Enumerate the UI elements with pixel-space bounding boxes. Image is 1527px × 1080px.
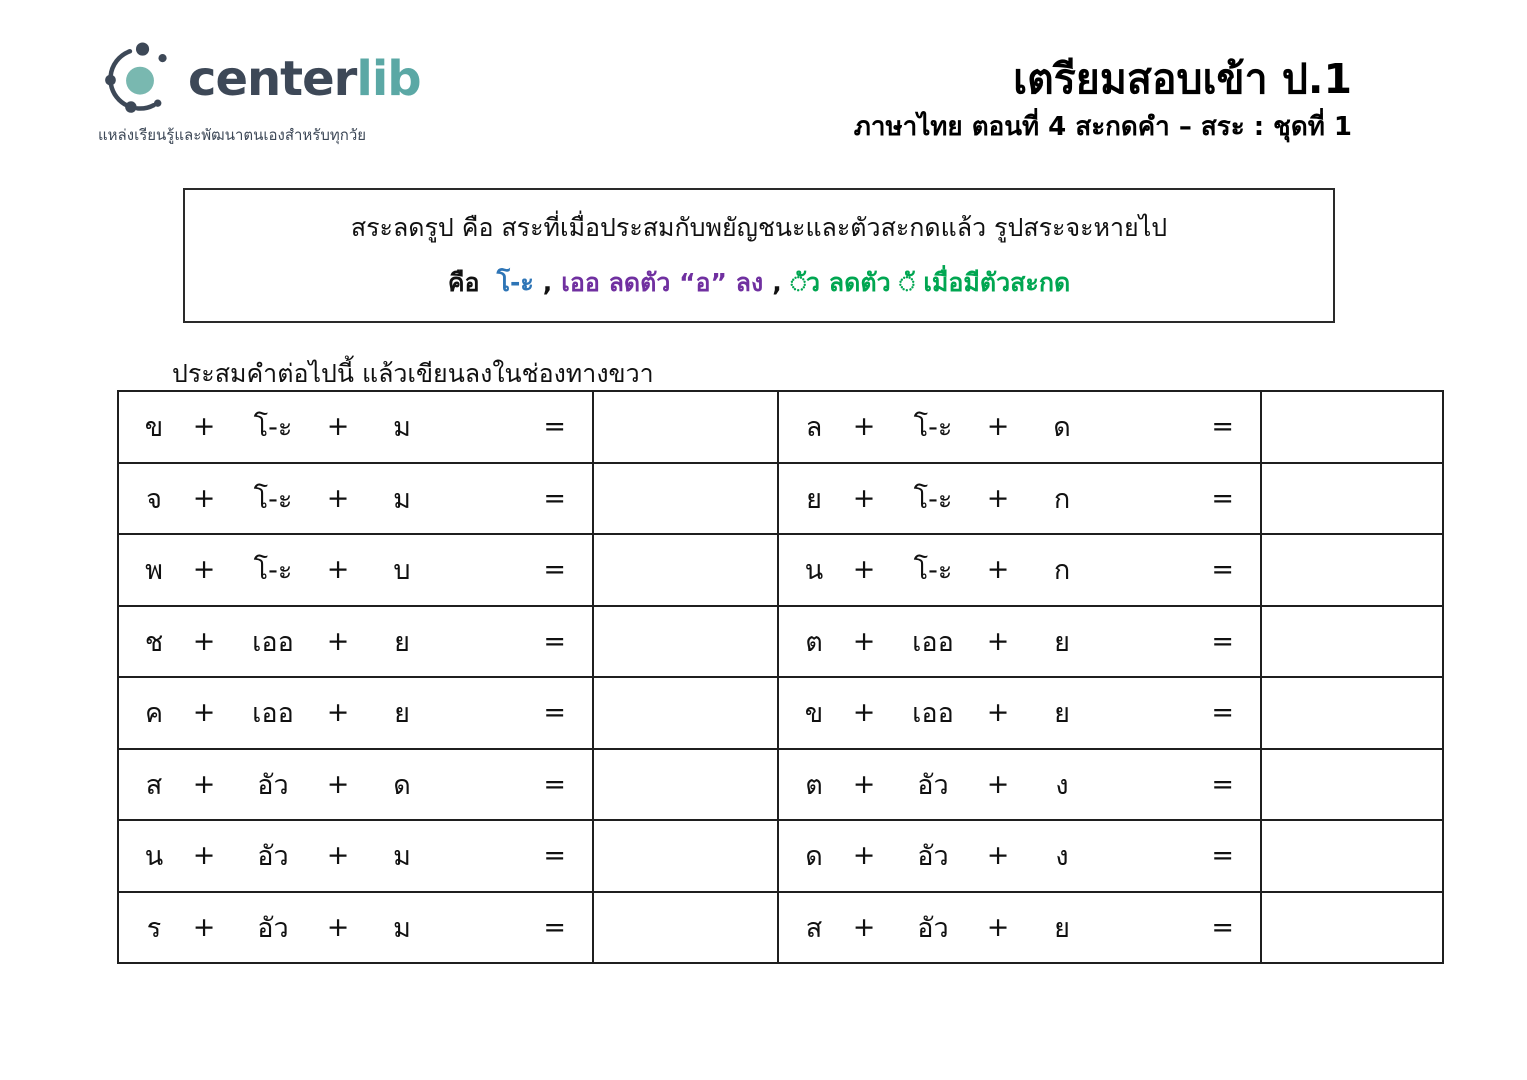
plus-sign: + [326, 840, 350, 872]
equals-sign: = [543, 482, 566, 514]
vowel: อัว [257, 769, 289, 801]
brand-wordmark [188, 51, 421, 107]
plus-sign: + [852, 411, 876, 443]
plus-sign: + [326, 697, 350, 729]
initial-consonant: ข [144, 412, 164, 444]
expression-cell-right [779, 678, 1262, 750]
answer-cell-left [594, 535, 779, 607]
answer-cell-left [594, 607, 779, 679]
vowel-example-oe: เออ ลดตัว “อ” ลง [561, 268, 764, 297]
answer-cell-right [1262, 607, 1444, 679]
answer-cell-right [1262, 678, 1444, 750]
initial-consonant: น [144, 841, 164, 873]
answer-cell-right [1262, 893, 1444, 965]
vowel: เออ [252, 698, 294, 730]
final-consonant: ด [1053, 412, 1071, 444]
plus-sign: + [192, 411, 216, 443]
answer-cell-left [594, 893, 779, 965]
page-title: เตรียมสอบเข้า ป.1 [1013, 55, 1352, 103]
expression-cell-right [779, 535, 1262, 607]
initial-consonant: ร [146, 912, 162, 944]
centerlib-logo [98, 38, 421, 147]
answer-cell-right [1262, 392, 1444, 464]
expression-cell-right [779, 750, 1262, 822]
answer-cell-right [1262, 535, 1444, 607]
plus-sign: + [192, 911, 216, 943]
initial-consonant: ส [145, 769, 163, 801]
answer-cell-right [1262, 464, 1444, 536]
vowel: โ-ะ [253, 555, 293, 587]
equals-sign: = [1211, 625, 1234, 657]
brand-tagline: แหล่งเรียนรู้และพัฒนาตนเองสำหรับทุกวัย [98, 126, 367, 144]
vowel: อัว [917, 912, 949, 944]
equals-sign: = [543, 911, 566, 943]
final-consonant: ย [1054, 912, 1070, 944]
expression-cell-left [119, 392, 594, 464]
plus-sign: + [192, 840, 216, 872]
initial-consonant: น [804, 555, 824, 587]
vowel: อัว [257, 841, 289, 873]
final-consonant: ง [1055, 841, 1069, 873]
equals-sign: = [543, 840, 566, 872]
initial-consonant: จ [146, 483, 162, 515]
expression-cell-left [119, 678, 594, 750]
answer-cell-left [594, 392, 779, 464]
initial-consonant: ค [144, 698, 164, 730]
page-subtitle: ภาษาไทย ตอนที่ 4 สะกดคำ – สระ : ชุดที่ 1 [853, 112, 1352, 143]
expression-cell-left [119, 893, 594, 965]
equals-sign: = [1211, 482, 1234, 514]
plus-sign: + [326, 768, 350, 800]
final-consonant: ด [393, 769, 411, 801]
expression-cell-right [779, 607, 1262, 679]
plus-sign: + [192, 697, 216, 729]
spelling-table [117, 390, 1444, 964]
plus-sign: + [192, 768, 216, 800]
vowel: เออ [252, 626, 294, 658]
lesson-definition-text: สระลดรูป คือ สระที่เมื่อประสมกับพยัญชนะและตัวสะกดแล้ว รูปสระจะหายไป [350, 213, 1168, 242]
plus-sign: + [986, 911, 1010, 943]
expression-cell-right [779, 893, 1262, 965]
initial-consonant: ต [805, 626, 823, 658]
vowel: เออ [912, 698, 954, 730]
expression-cell-left [119, 464, 594, 536]
vowel: โ-ะ [253, 412, 293, 444]
final-consonant: ม [393, 483, 411, 515]
equals-sign: = [543, 554, 566, 586]
initial-consonant: ต [805, 769, 823, 801]
vowel: โ-ะ [913, 412, 953, 444]
separator-comma: , [772, 268, 782, 297]
separator-comma: , [542, 268, 553, 297]
plus-sign: + [326, 911, 350, 943]
equals-sign: = [1211, 697, 1234, 729]
vowel: เออ [912, 626, 954, 658]
expression-cell-left [119, 607, 594, 679]
plus-sign: + [986, 625, 1010, 657]
equals-sign: = [543, 768, 566, 800]
plus-sign: + [326, 554, 350, 586]
equals-sign: = [543, 411, 566, 443]
equals-sign: = [1211, 411, 1234, 443]
plus-sign: + [852, 768, 876, 800]
plus-sign: + [326, 482, 350, 514]
expression-cell-left [119, 750, 594, 822]
final-consonant: ย [394, 626, 410, 658]
plus-sign: + [192, 625, 216, 657]
lesson-info-box [183, 188, 1335, 323]
vowel: อัว [257, 912, 289, 944]
final-consonant: ก [1053, 483, 1071, 515]
answer-cell-left [594, 464, 779, 536]
initial-consonant: ข [804, 698, 824, 730]
plus-sign: + [852, 625, 876, 657]
initial-consonant: ด [805, 841, 823, 873]
initial-consonant: ส [805, 912, 823, 944]
plus-sign: + [852, 911, 876, 943]
final-consonant: ย [1054, 626, 1070, 658]
equals-sign: = [1211, 554, 1234, 586]
answer-cell-left [594, 750, 779, 822]
initial-consonant: พ [145, 555, 163, 587]
plus-sign: + [326, 411, 350, 443]
examples-prefix: คือ [447, 268, 480, 297]
plus-sign: + [852, 697, 876, 729]
final-consonant: ก [1053, 555, 1071, 587]
brand-primary-text: center [188, 51, 357, 107]
plus-sign: + [986, 768, 1010, 800]
expression-cell-left [119, 821, 594, 893]
answer-cell-left [594, 678, 779, 750]
answer-cell-right [1262, 750, 1444, 822]
vowel-example-ua: ◌ัว ลดตัว ◌ั เมื่อมีตัวสะกด [790, 268, 1071, 297]
centerlib-logo-icon [98, 38, 182, 120]
vowel: โ-ะ [913, 555, 953, 587]
vowel: อัว [917, 769, 949, 801]
plus-sign: + [852, 840, 876, 872]
equals-sign: = [543, 625, 566, 657]
plus-sign: + [852, 554, 876, 586]
expression-cell-right [779, 821, 1262, 893]
plus-sign: + [192, 554, 216, 586]
plus-sign: + [986, 554, 1010, 586]
final-consonant: บ [393, 555, 411, 587]
plus-sign: + [852, 482, 876, 514]
document-header [854, 56, 1352, 147]
plus-sign: + [986, 697, 1010, 729]
final-consonant: ม [393, 412, 411, 444]
equals-sign: = [543, 697, 566, 729]
initial-consonant: ล [805, 412, 823, 444]
plus-sign: + [192, 482, 216, 514]
lesson-examples-line [448, 263, 1070, 303]
equals-sign: = [1211, 840, 1234, 872]
equals-sign: = [1211, 768, 1234, 800]
brand-secondary-text: lib [356, 51, 421, 107]
final-consonant: ง [1055, 769, 1069, 801]
plus-sign: + [326, 625, 350, 657]
final-consonant: ม [393, 841, 411, 873]
initial-consonant: ย [806, 483, 822, 515]
answer-cell-left [594, 821, 779, 893]
final-consonant: ย [394, 698, 410, 730]
equals-sign: = [1211, 911, 1234, 943]
plus-sign: + [986, 840, 1010, 872]
expression-cell-right [779, 464, 1262, 536]
vowel: โ-ะ [253, 483, 293, 515]
vowel: อัว [917, 841, 949, 873]
vowel-example-o: โ-ะ [496, 268, 534, 297]
final-consonant: ม [393, 912, 411, 944]
vowel: โ-ะ [913, 483, 953, 515]
initial-consonant: ช [144, 626, 164, 658]
plus-sign: + [986, 482, 1010, 514]
exercise-instruction: ประสมคำต่อไปนี้ แล้วเขียนลงในช่องทางขวา [172, 359, 654, 388]
answer-cell-right [1262, 821, 1444, 893]
plus-sign: + [986, 411, 1010, 443]
expression-cell-right [779, 392, 1262, 464]
final-consonant: ย [1054, 698, 1070, 730]
expression-cell-left [119, 535, 594, 607]
